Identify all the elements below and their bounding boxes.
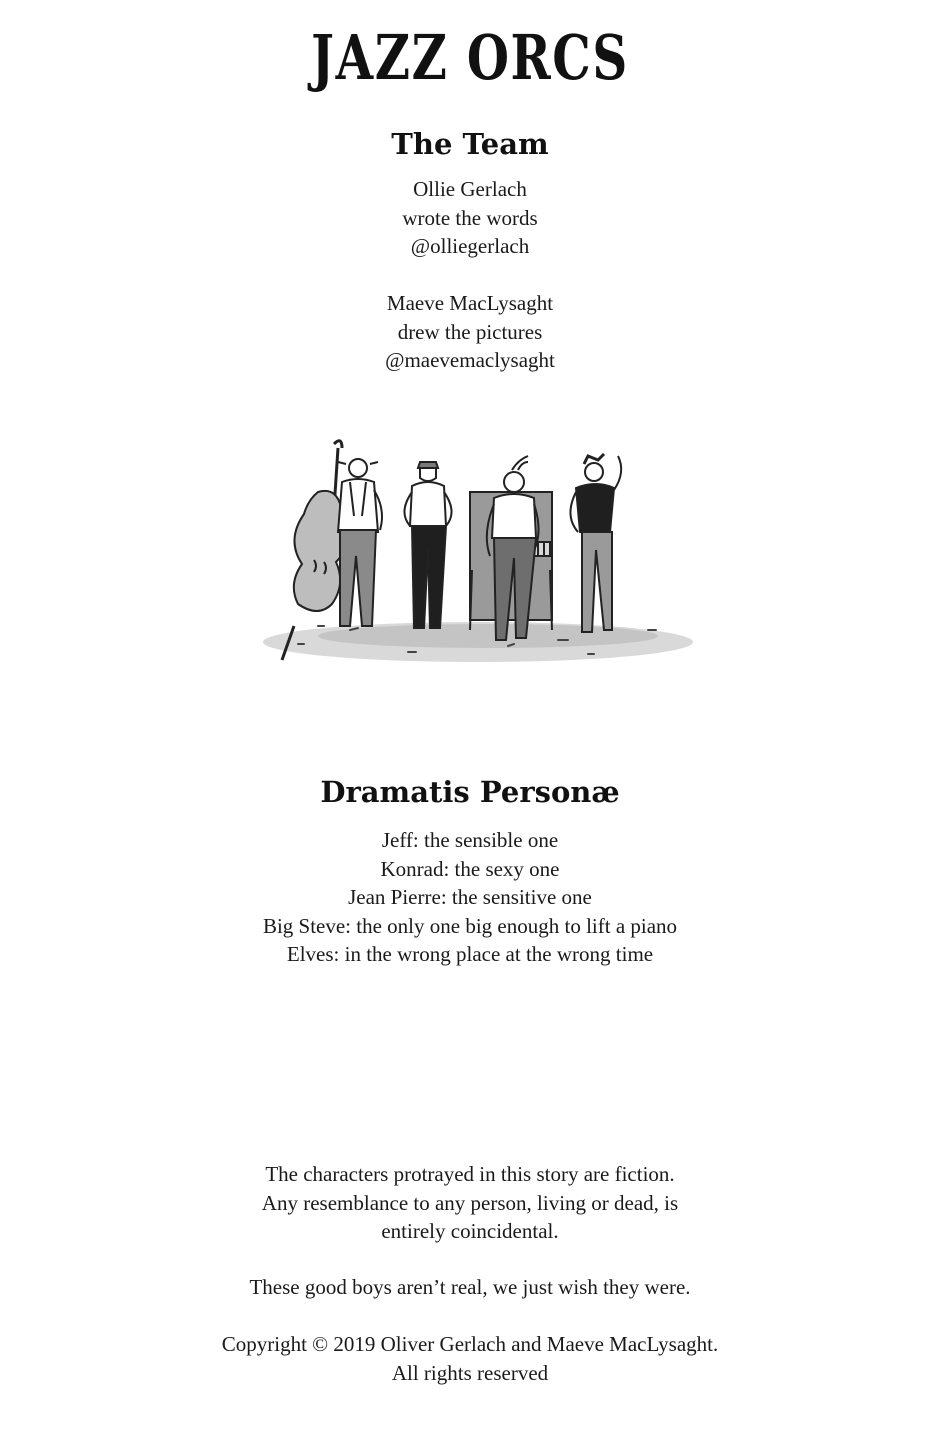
fiction-disclaimer (0, 1160, 940, 1246)
disclaimer-line: Any resemblance to any person, living or dead, is (261, 1190, 679, 1215)
writer-name: Ollie Gerlach (413, 177, 527, 201)
orc-jeff (338, 459, 382, 626)
copyright-line: Copyright © 2019 Oliver Gerlach and Maeve MacLysaght. (221, 1332, 719, 1356)
band-illustration (258, 430, 704, 690)
wish-note (0, 1273, 940, 1302)
cast-list (0, 826, 940, 969)
cast-item: Jean Pierre: the sensitive one (348, 885, 592, 909)
orc-jean-pierre (570, 454, 621, 632)
book-title: JAZZ ORCS (311, 21, 629, 94)
writer-role: wrote the words (402, 205, 538, 230)
cast-item: Jeff: the sensible one (381, 828, 559, 852)
cast-item: Konrad: the sexy one (380, 856, 560, 881)
writer-credit (0, 175, 940, 261)
artist-role: drew the pictures (397, 319, 543, 344)
artist-credit (0, 289, 940, 375)
rights-line: All rights reserved (391, 1360, 549, 1385)
disclaimer-line: The characters protrayed in this story are fiction. (265, 1162, 675, 1186)
team-heading: The Team (391, 127, 549, 161)
copyright-notice (0, 1330, 940, 1387)
writer-handle: @olliegerlach (410, 234, 530, 258)
orc-konrad (404, 462, 451, 628)
wish-line: These good boys aren’t real, we just wish they were. (249, 1275, 691, 1299)
disclaimer-line: entirely coincidental. (381, 1219, 559, 1243)
artist-name: Maeve MacLysaght (386, 291, 554, 315)
cast-item: Elves: in the wrong place at the wrong time (286, 942, 654, 966)
artist-handle: @maevemaclysaght (385, 348, 555, 372)
cast-item: Big Steve: the only one big enough to lift a piano (262, 913, 678, 938)
dramatis-personae-heading: Dramatis Personæ (320, 775, 620, 809)
